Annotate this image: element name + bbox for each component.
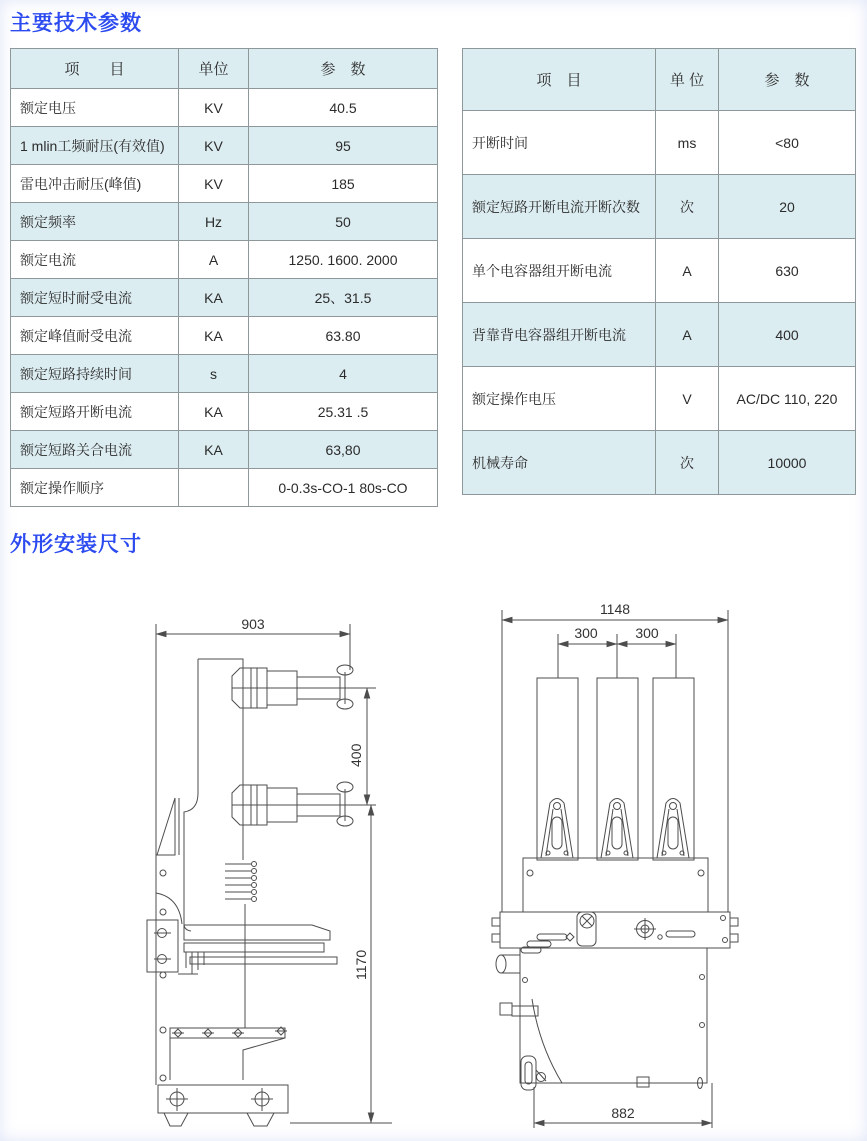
value-cell: <80 xyxy=(719,111,856,175)
table-row xyxy=(463,239,856,303)
value-cell: 63.80 xyxy=(249,317,438,355)
table-row xyxy=(11,89,438,127)
param-name-cell: 开断时间 xyxy=(463,111,656,175)
table-row xyxy=(11,393,438,431)
crossbeam xyxy=(492,912,738,953)
header-row xyxy=(11,49,438,89)
dim-label-300-right: 300 xyxy=(635,625,659,641)
unit-cell: KA xyxy=(179,431,249,469)
value-cell: 40.5 xyxy=(249,89,438,127)
unit-cell: 次 xyxy=(656,175,719,239)
column-header: 项 目 xyxy=(463,49,656,111)
table-row xyxy=(11,317,438,355)
unit-cell xyxy=(179,469,249,507)
value-cell: 10000 xyxy=(719,431,856,495)
unit-cell: ms xyxy=(656,111,719,175)
value-cell: 0-0.3s-CO-1 80s-CO xyxy=(249,469,438,507)
pole-center xyxy=(597,678,638,860)
unit-cell: KA xyxy=(179,317,249,355)
value-cell: 630 xyxy=(719,239,856,303)
table-row xyxy=(11,241,438,279)
value-cell: 25、31.5 xyxy=(249,279,438,317)
table-row xyxy=(11,203,438,241)
pole-left xyxy=(537,678,578,860)
base-frame xyxy=(158,1085,392,1126)
param-name-cell: 额定电压 xyxy=(11,89,179,127)
param-name-cell: 额定电流 xyxy=(11,241,179,279)
unit-cell: KV xyxy=(179,89,249,127)
column-header: 参 数 xyxy=(249,49,438,89)
unit-cell: KA xyxy=(179,393,249,431)
dim-overall-width xyxy=(156,616,350,670)
mechanism-housing xyxy=(147,798,182,1081)
param-name-cell: 额定短路开断电流 xyxy=(11,393,179,431)
table-row xyxy=(11,355,438,393)
unit-cell: 次 xyxy=(656,431,719,495)
column-header: 参 数 xyxy=(719,49,856,111)
outline-drawings xyxy=(0,590,867,1141)
mechanism-box xyxy=(496,948,707,1090)
unit-cell: Hz xyxy=(179,203,249,241)
value-cell: 20 xyxy=(719,175,856,239)
dim-label-882: 882 xyxy=(611,1105,635,1121)
table-row xyxy=(11,469,438,507)
table-row xyxy=(463,111,856,175)
column-header: 单 位 xyxy=(656,49,719,111)
value-cell: AC/DC 110, 220 xyxy=(719,367,856,431)
mounting-plate xyxy=(523,858,708,912)
table-row xyxy=(463,431,856,495)
dim-base-width xyxy=(534,1083,712,1128)
value-cell: 185 xyxy=(249,165,438,203)
table-row xyxy=(463,303,856,367)
dim-label-400: 400 xyxy=(348,743,364,767)
unit-cell: A xyxy=(656,239,719,303)
param-name-cell: 机械寿命 xyxy=(463,431,656,495)
arm-bars xyxy=(178,925,337,974)
param-name-cell: 额定短路关合电流 xyxy=(11,431,179,469)
pole-right xyxy=(653,678,694,860)
dim-phase-spacing xyxy=(558,625,676,678)
unit-cell: KV xyxy=(179,165,249,203)
param-name-cell: 额定短路开断电流开断次数 xyxy=(463,175,656,239)
table-row xyxy=(11,279,438,317)
bushing-upper xyxy=(232,665,353,709)
param-name-cell: 单个电容器组开断电流 xyxy=(463,239,656,303)
column-header: 项 目 xyxy=(11,49,179,89)
value-cell: 63,80 xyxy=(249,431,438,469)
section-title-parameters: 主要技术参数 xyxy=(10,12,142,35)
param-name-cell: 雷电冲击耐压(峰值) xyxy=(11,165,179,203)
unit-cell: KV xyxy=(179,127,249,165)
value-cell: 25.31 .5 xyxy=(249,393,438,431)
table-row xyxy=(463,175,856,239)
value-cell: 400 xyxy=(719,303,856,367)
section-title-dimensions: 外形安装尺寸 xyxy=(10,533,142,556)
dim-label-1148: 1148 xyxy=(599,601,631,617)
value-cell: 1250. 1600. 2000 xyxy=(249,241,438,279)
value-cell: 4 xyxy=(249,355,438,393)
unit-cell: A xyxy=(179,241,249,279)
dim-label-903: 903 xyxy=(241,616,265,632)
param-name-cell: 额定频率 xyxy=(11,203,179,241)
table-row xyxy=(11,165,438,203)
param-name-cell: 1 mlin工频耐压(有效值) xyxy=(11,127,179,165)
value-cell: 50 xyxy=(249,203,438,241)
pole-bracket-left xyxy=(541,799,573,859)
dim-overall-height xyxy=(353,805,371,1123)
unit-cell: V xyxy=(656,367,719,431)
table-row xyxy=(11,127,438,165)
param-name-cell: 额定操作电压 xyxy=(463,367,656,431)
table-row xyxy=(11,431,438,469)
unit-cell: s xyxy=(179,355,249,393)
dim-label-300-left: 300 xyxy=(574,625,598,641)
spring-symbol xyxy=(225,862,257,1029)
right-parameters-table xyxy=(462,48,856,495)
unit-cell: KA xyxy=(179,279,249,317)
param-name-cell: 额定操作顺序 xyxy=(11,469,179,507)
bushing-lower xyxy=(232,782,353,826)
front-view-drawing xyxy=(492,601,738,1128)
left-parameters-table xyxy=(10,48,438,507)
param-name-cell: 额定短路持续时间 xyxy=(11,355,179,393)
param-name-cell: 背靠背电容器组开断电流 xyxy=(463,303,656,367)
header-row xyxy=(463,49,856,111)
value-cell: 95 xyxy=(249,127,438,165)
bracket-plate xyxy=(170,1027,287,1080)
dim-label-1170: 1170 xyxy=(353,949,369,980)
table-row xyxy=(463,367,856,431)
unit-cell: A xyxy=(656,303,719,367)
column-header: 单位 xyxy=(179,49,249,89)
pole-bracket-right xyxy=(657,799,689,859)
side-view-drawing xyxy=(147,616,392,1126)
param-name-cell: 额定峰值耐受电流 xyxy=(11,317,179,355)
pole-bracket-center xyxy=(601,799,633,859)
param-name-cell: 额定短时耐受电流 xyxy=(11,279,179,317)
